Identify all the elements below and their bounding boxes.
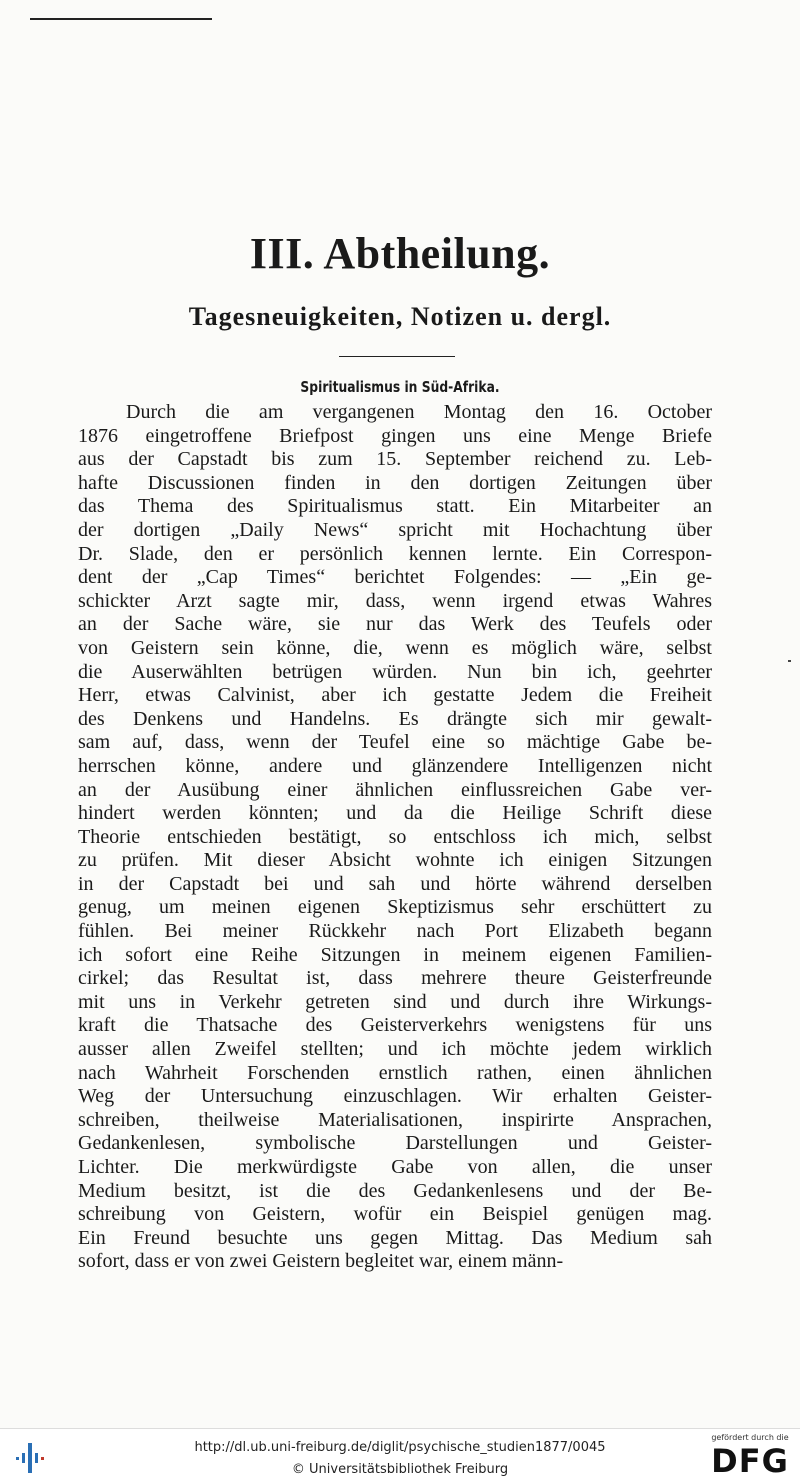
- text-line: des Denkens und Handelns. Es drängte sich mir gewalt-: [78, 707, 712, 730]
- text-line: an der Sache wäre, sie nur das Werk des Teufels oder: [78, 613, 712, 636]
- text-line: an der Ausübung einer ähnlichen einflussreichen Gabe ver-: [78, 778, 712, 801]
- text-line: Lichter. Die merkwürdigste Gabe von allen, die unser: [78, 1156, 712, 1178]
- text-line: das Thema des Spiritualismus statt. Ein Mitarbeiter an: [78, 495, 712, 518]
- text-line: 1876 eingetroffene Briefpost gingen uns eine Menge Briefe: [78, 424, 712, 447]
- text-line: Herr, etwas Calvinist, aber ich gestatte Jedem die Freiheit: [78, 684, 712, 707]
- text-line: zu prüfen. Mit dieser Absicht wohnte ich einigen Sitzungen: [78, 849, 712, 872]
- footer-bar: [0, 1428, 800, 1484]
- text-line: Ein Freund besuchte uns gegen Mittag. Das Medium sah: [78, 1226, 712, 1249]
- copyright-notice: © Universitätsbibliothek Freiburg: [291, 1462, 509, 1477]
- text-line: Theorie entschieden bestätigt, so entschloss ich mich, selbst: [78, 825, 712, 848]
- text-line: genug, um meinen eigenen Skeptizismus sehr erschüttert zu: [78, 896, 712, 919]
- text-line: der dortigen „Daily News“ spricht mit Hochachtung über: [78, 518, 712, 541]
- text-line: schreibung von Geistern, wofür ein Beispiel genügen mag.: [78, 1203, 712, 1226]
- text-line: in der Capstadt bei und sah und hörte während derselben: [78, 872, 712, 895]
- dfg-logo-text: DFG: [711, 1442, 789, 1480]
- text-line: sam auf, dass, wenn der Teufel eine so mächtige Gabe be-: [78, 731, 712, 754]
- text-line: aus der Capstadt bis zum 15. September reichend zu. Leb-: [78, 448, 712, 471]
- text-line: nach Wahrheit Forschenden ernstlich rathen, einen ähnlichen: [78, 1061, 712, 1084]
- top-rule: [30, 18, 212, 20]
- document-url[interactable]: http://dl.ub.uni-freiburg.de/diglit/psychische_studien1877/0045: [194, 1440, 606, 1455]
- funder-caption: gefördert durch die: [711, 1433, 789, 1442]
- text-line: dent der „Cap Times“ berichtet Folgendes: — „Ein ge-: [78, 566, 712, 589]
- text-line: mit uns in Verkehr getreten sind und durch ihre Wirkungs-: [78, 990, 712, 1013]
- article-body: [78, 401, 712, 1274]
- separator-rule: [339, 356, 455, 357]
- margin-speck: [788, 660, 791, 662]
- text-line: herrschen könne, andere und glänzendere Intelligenzen nicht: [78, 754, 712, 777]
- text-line: ausser allen Zweifel stellten; und ich möchte jedem wirklich: [78, 1038, 712, 1061]
- text-line: cirkel; das Resultat ist, dass mehrere theure Geisterfreunde: [78, 967, 712, 990]
- section-heading: III. Abtheilung.: [249, 229, 551, 278]
- text-line: Medium besitzt, ist die des Gedankenlesens und der Be-: [78, 1179, 712, 1202]
- text-line: Dr. Slade, den er persönlich kennen lernte. Ein Correspon-: [78, 542, 712, 565]
- text-line: sofort, dass er von zwei Geistern begleitet war, einem männ-: [78, 1250, 564, 1273]
- text-line: fühlen. Bei meiner Rückkehr nach Port Elizabeth begann: [78, 920, 712, 943]
- text-line: Weg der Untersuchung einzuschlagen. Wir erhalten Geister-: [78, 1085, 712, 1108]
- text-line: Gedankenlesen, symbolische Darstellungen und Geister-: [78, 1132, 712, 1155]
- text-line: hindert werden könnten; und da die Heilige Schrift diese: [78, 802, 712, 825]
- text-line: hafte Discussionen finden in den dortigen Zeitungen über: [78, 471, 712, 494]
- text-line: schickter Arzt sagte mir, dass, wenn irgend etwas Wahres: [78, 589, 712, 612]
- text-line: kraft die Thatsache des Geisterverkehrs wenigstens für uns: [78, 1014, 712, 1037]
- text-line: schreiben, theilweise Materialisationen, inspirirte Ansprachen,: [78, 1108, 712, 1131]
- article-title: Spiritualismus in Süd-Afrika.: [300, 378, 500, 396]
- section-subtitle: Tagesneuigkeiten, Notizen u. dergl.: [188, 302, 612, 331]
- text-line: von Geistern sein könne, die, wenn es möglich wäre, selbst: [78, 636, 712, 659]
- dfg-logo-icon[interactable]: [706, 1433, 794, 1481]
- text-line: ich sofort eine Reihe Sitzungen in meinem eigenen Familien-: [78, 943, 712, 966]
- text-line: Durch die am vergangenen Montag den 16. October: [126, 401, 712, 423]
- text-line: die Auserwählten betrügen würden. Nun bin ich, geehrter: [78, 660, 712, 683]
